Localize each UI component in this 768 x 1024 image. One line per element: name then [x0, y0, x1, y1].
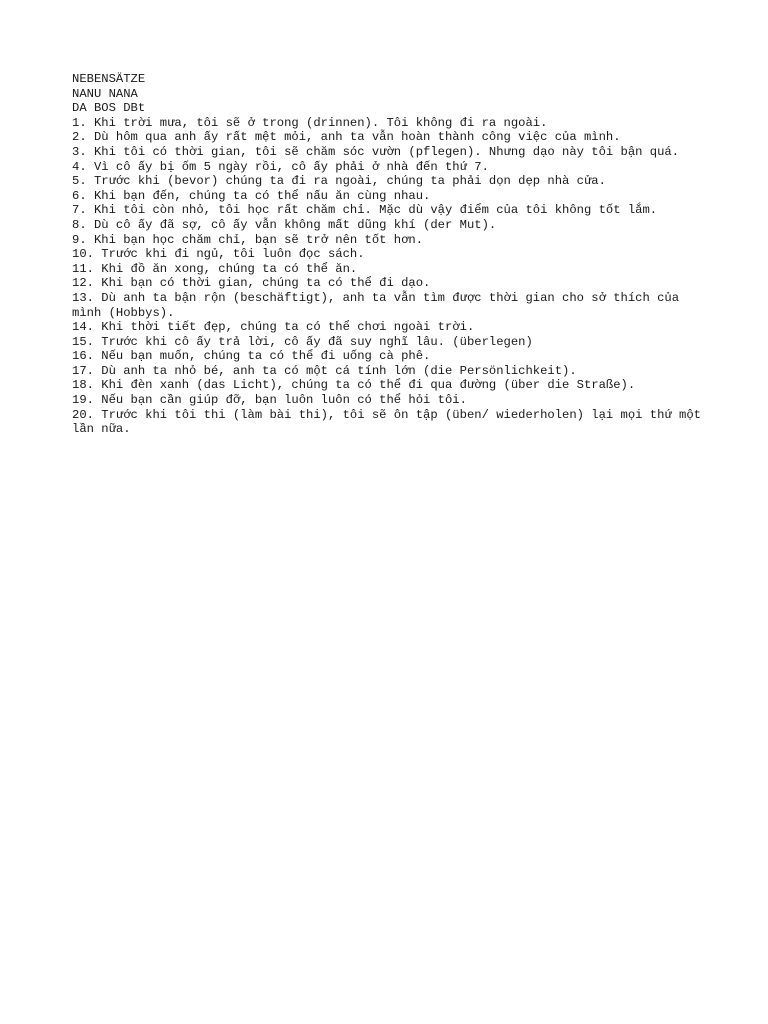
sentence-item-12: 12. Khi bạn có thời gian, chúng ta có thể đi dạo. [72, 276, 431, 291]
sentence-item-1: 1. Khi trời mưa, tôi sẽ ở trong (drinnen). Tôi không đi ra ngoài. [72, 115, 548, 130]
sentence-item-10: 10. Trước khi đi ngủ, tôi luôn đọc sách. [72, 247, 365, 262]
sentence-item-19: 19. Nếu bạn cần giúp đỡ, bạn luôn luôn có thể hỏi tôi. [72, 393, 467, 408]
header-line-3: DA BOS DBt [72, 101, 146, 116]
sentence-item-3: 3. Khi tôi có thời gian, tôi sẽ chăm sóc vườn (pflegen). Nhưng dạo này tôi bận quá. [72, 144, 680, 159]
sentence-item-2: 2. Dù hôm qua anh ấy rất mệt mỏi, anh ta vẫn hoàn thành công việc của mình. [72, 130, 621, 145]
sentence-item-11: 11. Khi đồ ăn xong, chúng ta có thể ăn. [72, 261, 358, 276]
sentence-item-13: 13. Dù anh ta bận rộn (beschäftigt), anh ta vẫn tìm được thời gian cho sở thích của mình (Hobbys). [72, 290, 687, 320]
sentence-item-14: 14. Khi thời tiết đẹp, chúng ta có thể chơi ngoài trời. [72, 320, 475, 335]
sentence-item-6: 6. Khi bạn đến, chúng ta có thể nấu ăn cùng nhau. [72, 188, 431, 203]
sentence-item-5: 5. Trước khi (bevor) chúng ta đi ra ngoài, chúng ta phải dọn dẹp nhà cửa. [72, 174, 606, 189]
sentence-item-17: 17. Dù anh ta nhỏ bé, anh ta có một cá tính lớn (die Persönlichkeit). [72, 363, 577, 378]
header-line-2: NANU NANA [72, 86, 138, 101]
sentence-item-4: 4. Vì cô ấy bị ốm 5 ngày rồi, cô ấy phải ở nhà đến thứ 7. [72, 159, 489, 174]
sentence-item-16: 16. Nếu bạn muốn, chúng ta có thể đi uống cà phê. [72, 349, 431, 364]
header-line-1: NEBENSÄTZE [72, 72, 146, 86]
sentence-item-8: 8. Dù cô ấy đã sợ, cô ấy vẫn không mất dũng khí (der Mut). [72, 217, 497, 232]
sentence-item-9: 9. Khi bạn học chăm chỉ, bạn sẽ trở nên tốt hơn. [72, 232, 424, 247]
sentence-item-18: 18. Khi đèn xanh (das Licht), chúng ta có thể đi qua đường (über die Straße). [72, 378, 636, 393]
sentence-item-20: 20. Trước khi tôi thi (làm bài thi), tôi sẽ ôn tập (üben/ wiederholen) lại mọi thứ một lần nữa. [72, 407, 709, 437]
sentence-item-7: 7. Khi tôi còn nhỏ, tôi học rất chăm chỉ. Mặc dù vậy điểm của tôi không tốt lắm. [72, 203, 658, 218]
sentence-item-15: 15. Trước khi cô ấy trả lời, cô ấy đã suy nghĩ lâu. (überlegen) [72, 334, 533, 349]
document-page [72, 72, 709, 437]
